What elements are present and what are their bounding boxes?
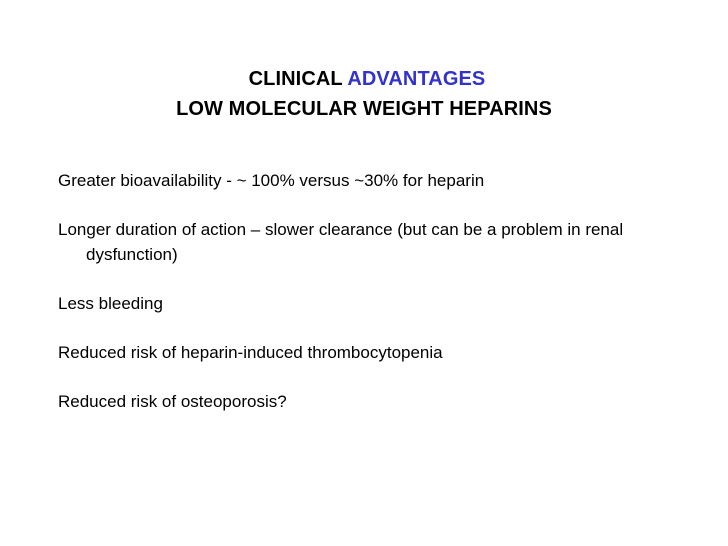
bullet-item: Less bleeding	[58, 294, 163, 313]
bullet-item: Greater bioavailability - ~ 100% versus ~30% for heparin	[58, 171, 485, 190]
title-accent: ADVANTAGES	[347, 68, 486, 90]
title-line-1	[0, 64, 728, 94]
bullet-item: Longer duration of action – slower clearance (but can be a problem in renal dysfunction)	[58, 220, 624, 264]
bullet-item: Reduced risk of heparin-induced thrombocytopenia	[58, 343, 443, 362]
title-prefix: CLINICAL	[248, 68, 343, 90]
title-line-2: LOW MOLECULAR WEIGHT HEPARINS	[176, 98, 552, 120]
slide-title	[0, 64, 728, 124]
bullet-item: Reduced risk of osteoporosis?	[58, 392, 287, 411]
bullet-list	[58, 168, 698, 438]
